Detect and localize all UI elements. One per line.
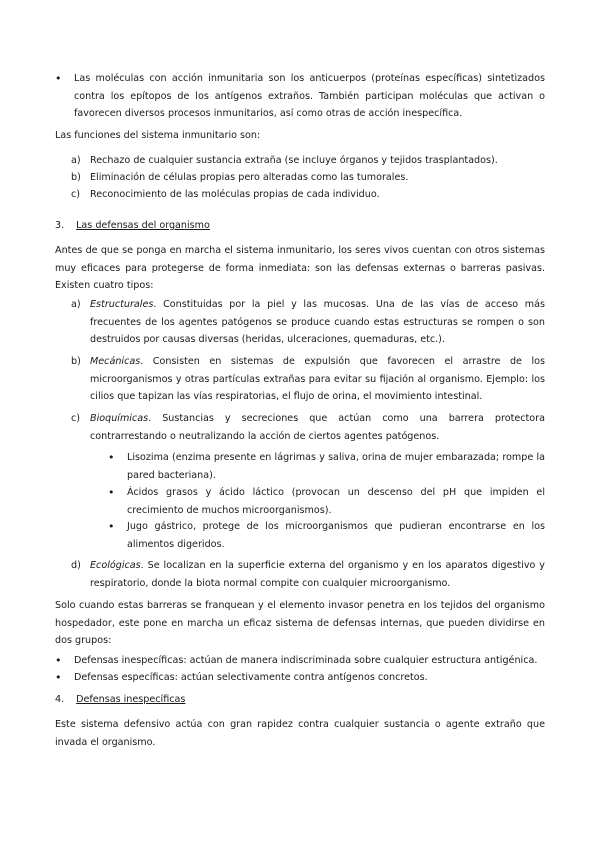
item-marker: a): [71, 299, 81, 310]
item-marker: b): [71, 356, 81, 367]
bullet-marker: •: [55, 72, 62, 85]
barrier-text: [90, 410, 545, 445]
section3-intro: Antes de que se ponga en marcha el sistema inmunitario, los seres vivos cuentan con otros sistemas muy eficaces para protegerse de forma inmediata: son las defensas externas o barreras pasivas. Existen cuatro tipos:: [55, 245, 545, 291]
section-number: 3.: [55, 220, 65, 231]
section4-text: Este sistema defensivo actúa con gran rapidez contra cualquier sustancia o agente extraño que invada el organismo.: [55, 719, 545, 748]
bullet-marker: •: [108, 520, 115, 533]
barrier-description: . Consisten en sistemas de expulsión que favorecen el arrastre de los microorganismos y otras partículas extrañas para evitar su fijación al organismo. Ejemplo: los cilios que tapizan las vías respiratorias, el flujo de orina, el movimiento intestinal.: [90, 356, 545, 402]
section-heading: [55, 217, 545, 235]
barrier-term: Estructurales: [90, 299, 154, 310]
item-marker: c): [71, 189, 81, 200]
barrier-term: Mecánicas: [90, 356, 141, 367]
item-marker: b): [71, 172, 81, 183]
internal-group-text: Defensas específicas: actúan selectivamente contra antígenos concretos.: [74, 672, 428, 683]
bullet-marker: •: [108, 451, 115, 464]
barrier-term: Bioquímicas: [90, 413, 149, 424]
barrier-text: [90, 557, 545, 592]
bullet-marker: •: [55, 654, 62, 667]
bullet-marker: •: [55, 671, 62, 684]
barrier-text: [90, 296, 545, 349]
item-marker: c): [71, 413, 81, 424]
function-text: Rechazo de cualquier sustancia extraña (se incluye órganos y tejidos trasplantados).: [90, 155, 498, 166]
internal-defenses-intro: Solo cuando estas barreras se franquean y el elemento invasor penetra en los tejidos del organismo hospedador, este pone en marcha un eficaz sistema de defensas internas, que pueden dividirse en dos grupos:: [55, 600, 545, 646]
biochem-text: Ácidos grasos y ácido láctico (provocan un descenso del pH que impiden el crecimiento de muchos microorganismos).: [127, 487, 545, 516]
item-marker: a): [71, 155, 81, 166]
barrier-description: . Se localizan en la superficie externa del organismo y en los aparatos digestivo y respiratorio, donde la biota normal compite con cualquier microorganismo.: [90, 560, 545, 589]
barrier-description: . Sustancias y secreciones que actúan como una barrera protectora contrarrestando o neutralizando la acción de ciertos agentes patógenos.: [90, 413, 545, 442]
barrier-description: . Constituidas por la piel y las mucosas. Una de las vías de acceso más frecuentes de los agentes patógenos se produce cuando estas estructuras se rompen o son destruidos por causas diversas (heridas, ulceraciones, quemaduras, etc.).: [90, 299, 545, 345]
internal-group-text: Defensas inespecíficas: actúan de manera indiscriminada sobre cualquier estructura antigénica.: [74, 655, 538, 666]
biochem-text: Jugo gástrico, protege de los microorganismos que pudieran encontrarse en los alimentos digeridos.: [127, 521, 545, 550]
biochem-text: Lisozima (enzima presente en lágrimas y saliva, orina de mujer embarazada; rompe la pared bacteriana).: [127, 452, 545, 481]
function-text: Eliminación de células propias pero alteradas como las tumorales.: [90, 172, 409, 183]
intro-bullet-text: Las moléculas con acción inmunitaria son los anticuerpos (proteínas específicas) sintetizados contra los epítopos de los antígenos extraños. También participan moléculas que activan o favorecen diversos procesos inmunitarios, así como otras de acción inespecífica.: [74, 73, 545, 119]
section-heading: [55, 691, 545, 709]
section-number: 4.: [55, 694, 65, 705]
barrier-text: [90, 353, 545, 406]
section-title: Defensas inespecíficas: [76, 694, 186, 705]
function-text: Reconocimiento de las moléculas propias de cada individuo.: [90, 189, 380, 200]
barrier-term: Ecológicas: [90, 560, 141, 571]
functions-intro: Las funciones del sistema inmunitario son:: [55, 130, 261, 141]
section-title: Las defensas del organismo: [76, 220, 210, 231]
item-marker: d): [71, 560, 81, 571]
bullet-marker: •: [108, 486, 115, 499]
